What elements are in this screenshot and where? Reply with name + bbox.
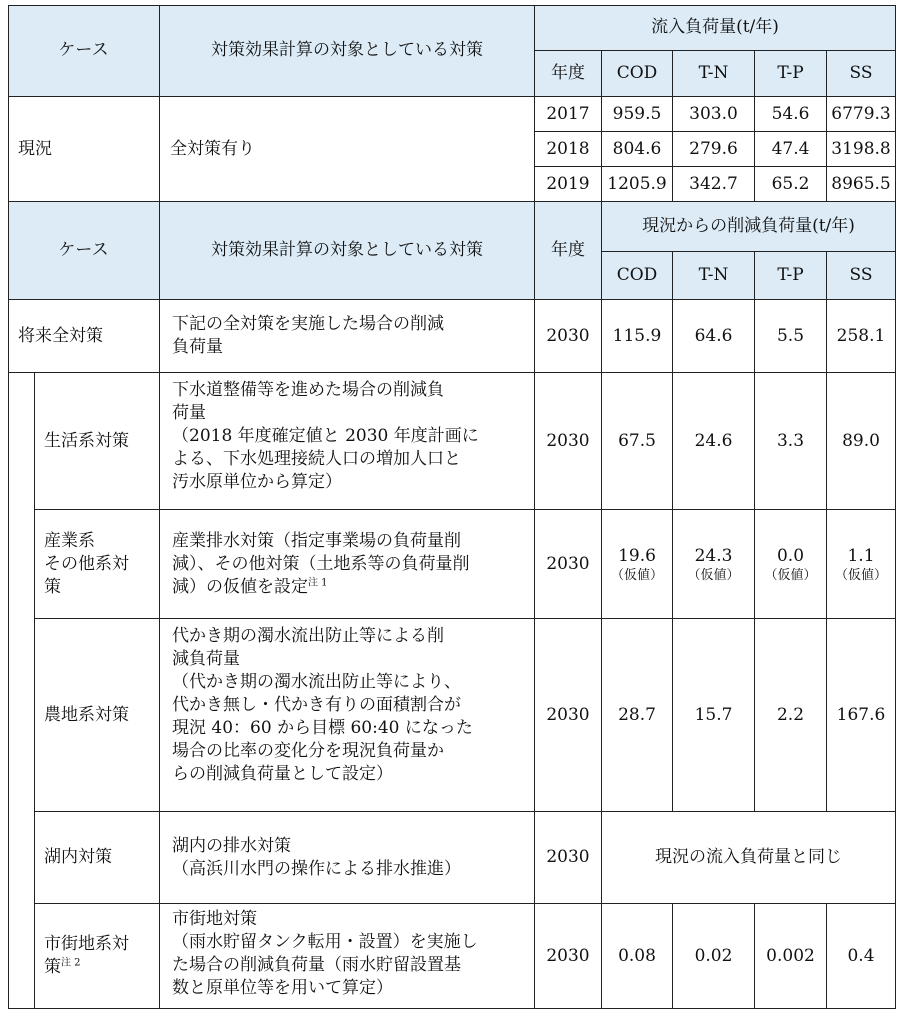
domestic-ss: 89.0	[827, 373, 896, 510]
header-inflow-load: 流入負荷量(t/年)	[535, 5, 896, 51]
urban-year: 2030	[535, 904, 602, 1009]
agricultural-year: 2030	[535, 619, 602, 812]
urban-measure: 市街地対策 （雨水貯留タンク転用・設置）を実施し た場合の削減負荷量（雨水貯留設置基 数と原単位等を用いて算定）	[160, 904, 535, 1009]
industrial-ss: 1.1 （仮値）	[827, 510, 896, 619]
urban-cod: 0.08	[602, 904, 673, 1009]
agricultural-cod: 28.7	[602, 619, 673, 812]
domestic-case: 生活系対策	[34, 373, 160, 510]
note-1: 注 1	[308, 576, 328, 588]
domestic-year: 2030	[535, 373, 602, 510]
header2-cod: COD	[602, 252, 673, 300]
header2-ss: SS	[827, 252, 896, 300]
lake-year: 2030	[535, 812, 602, 904]
header2-measure: 対策効果計算の対象としている対策	[160, 202, 535, 300]
current-case: 現況	[8, 97, 160, 202]
header-tp: T-P	[755, 51, 827, 97]
load-table	[8, 5, 896, 1009]
current-year-2019: 2019	[535, 167, 602, 202]
current-ss-2018: 3198.8	[827, 132, 896, 167]
agricultural-measure: 代かき期の濁水流出防止等による削 減負荷量 （代かき期の濁水流出防止等により、 代かき無し・代かき有りの面積割合が 現況 40：60 から目標 60:40 になった 場合の比率の変化分を現況負荷量か らの削減負荷量として設定）	[160, 619, 535, 812]
lake-measure: 湖内の排水対策 （高浜川水門の操作による排水推進）	[160, 812, 535, 904]
future-all-ss: 258.1	[827, 300, 896, 373]
current-tp-2018: 47.4	[755, 132, 827, 167]
current-ss-2017: 6779.3	[827, 97, 896, 132]
future-all-tn: 64.6	[673, 300, 755, 373]
note-2: 注 2	[61, 957, 81, 969]
lake-same-as-current: 現況の流入負荷量と同じ	[602, 812, 896, 904]
header2-tp: T-P	[755, 252, 827, 300]
industrial-year: 2030	[535, 510, 602, 619]
header-case: ケース	[8, 5, 160, 97]
indent-blank	[8, 373, 34, 1009]
future-all-case: 将来全対策	[8, 300, 160, 373]
header-cod: COD	[602, 51, 673, 97]
domestic-tn: 24.6	[673, 373, 755, 510]
urban-tn: 0.02	[673, 904, 755, 1009]
domestic-cod: 67.5	[602, 373, 673, 510]
future-all-cod: 115.9	[602, 300, 673, 373]
current-measure: 全対策有り	[160, 97, 535, 202]
header-measure: 対策効果計算の対象としている対策	[160, 5, 535, 97]
header2-tn: T-N	[673, 252, 755, 300]
urban-case: 市街地系対 策$^{注 2}$	[34, 904, 160, 1009]
domestic-measure: 下水道整備等を進めた場合の削減負 荷量 （2018 年度確定値と 2030 年度計画に よる、下水処理接続人口の増加人口と 汚水原単位から算定）	[160, 373, 535, 510]
header2-case: ケース	[8, 202, 160, 300]
current-tn-2019: 342.7	[673, 167, 755, 202]
current-tn-2018: 279.6	[673, 132, 755, 167]
current-cod-2019: 1205.9	[602, 167, 673, 202]
current-cod-2017: 959.5	[602, 97, 673, 132]
lake-case: 湖内対策	[34, 812, 160, 904]
future-all-year: 2030	[535, 300, 602, 373]
current-cod-2018: 804.6	[602, 132, 673, 167]
agricultural-ss: 167.6	[827, 619, 896, 812]
agricultural-tp: 2.2	[755, 619, 827, 812]
industrial-tn: 24.3 （仮値）	[673, 510, 755, 619]
future-all-tp: 5.5	[755, 300, 827, 373]
current-tp-2019: 65.2	[755, 167, 827, 202]
agricultural-tn: 15.7	[673, 619, 755, 812]
urban-tp: 0.002	[755, 904, 827, 1009]
domestic-tp: 3.3	[755, 373, 827, 510]
header-year: 年度	[535, 51, 602, 97]
current-tn-2017: 303.0	[673, 97, 755, 132]
future-all-measure: 下記の全対策を実施した場合の削減 負荷量	[160, 300, 535, 373]
current-tp-2017: 54.6	[755, 97, 827, 132]
current-ss-2019: 8965.5	[827, 167, 896, 202]
header-ss: SS	[827, 51, 896, 97]
urban-ss: 0.4	[827, 904, 896, 1009]
industrial-measure: 産業排水対策（指定事業場の負荷量削 減）、その他対策（土地系等の負荷量削 減）の仮値を設定$^{注 1}$	[160, 510, 535, 619]
industrial-tp: 0.0 （仮値）	[755, 510, 827, 619]
header2-year: 年度	[535, 202, 602, 300]
industrial-cod: 19.6 （仮値）	[602, 510, 673, 619]
industrial-case: 産業系 その他系対 策	[34, 510, 160, 619]
header-tn: T-N	[673, 51, 755, 97]
header2-reduction-load: 現況からの削減負荷量(t/年)	[602, 202, 896, 252]
current-year-2018: 2018	[535, 132, 602, 167]
agricultural-case: 農地系対策	[34, 619, 160, 812]
current-year-2017: 2017	[535, 97, 602, 132]
